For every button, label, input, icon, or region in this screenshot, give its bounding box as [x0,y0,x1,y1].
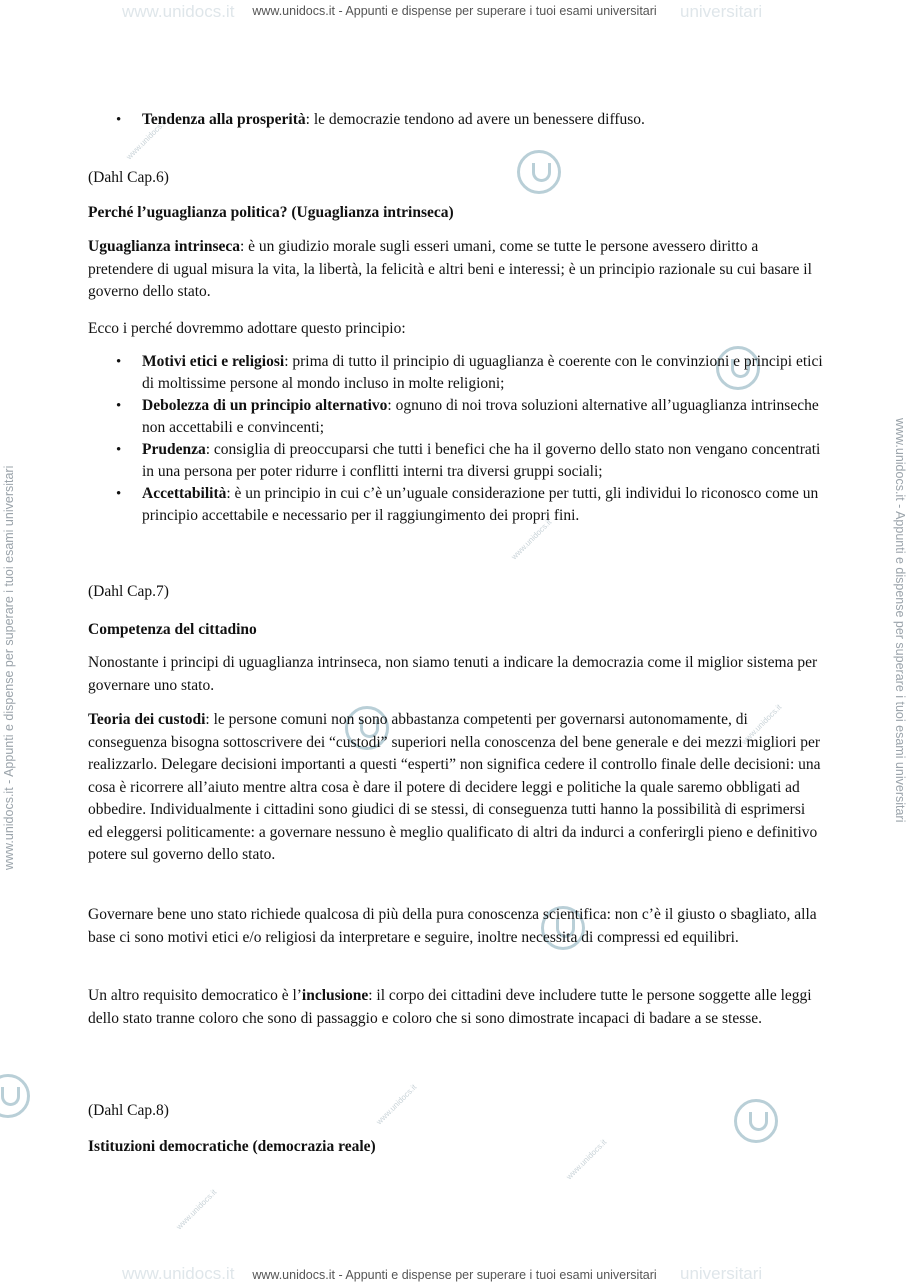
definition: : prima di tutto il principio di uguaglianza è coerente con le convinzioni e principi etici di moltissime persone al mondo incluso in molte religioni; [142,353,823,392]
definition: : le democrazie tendono ad avere un benessere diffuso. [305,111,645,128]
list-item [88,351,823,395]
paragraph: Ecco i perché dovremmo adottare questo principio: [88,320,406,337]
watermark-ghost-bottom-right: universitari [680,1264,763,1283]
term: Teoria dei custodi [88,711,206,728]
term: inclusione [301,987,369,1004]
definition: : le persone comuni non sono abbastanza competenti per governarsi autonomamente, di conseguenza bisogna sottoscrivere dei “custodi” superiori nella conoscenza del bene generale e dei mezzi migliori per realizzarlo. Delegare decisioni importanti a questi “esperti” non significa cedere il controllo finale delle decisioni: una cosa è ricorrere all’aiuto mentre altra cosa è dare il potere di decidere leggi e politiche la quale saremo obbligati ad obbedire. Individualmente i cittadini sono giudici di se stessi, di conseguenza tutti hanno la possibilità di esprimersi ed eleggersi politicamente: a governare nessuno è meglio qualificato di altri da indurci a conferirgli pieno e definitivo potere sul governo dello stato. [88,711,821,863]
side-watermark-right: www.unidocs.it - Appunti e dispense per superare i tuoi esami universitari [893,418,907,823]
section-heading [88,619,823,642]
term: Motivi etici e religiosi [142,353,285,370]
section-heading [88,1136,823,1159]
watermark-ghost-bottom-left: www.unidocs.it [122,1264,235,1283]
paragraph: Nonostante i principi di uguaglianza intrinseca, non siamo tenuti a indicare la democrazia come il miglior sistema per governare uno stato. [88,654,818,694]
term: Prudenza [142,441,206,458]
watermark-ghost-top-right: universitari [680,2,763,21]
list-item [88,109,823,132]
chapter-reference: (Dahl Cap.8) [88,1102,169,1119]
definition: : ognuno di noi trova soluzioni alternative all’uguaglianza intrinseche non accettabili e convincenti; [142,397,819,436]
list-item [88,439,823,483]
definition: : consiglia di preoccuparsi che tutti i benefici che ha il governo dello stato non vengano concentrati in una persona per poter ridurre i conflitti interni tra diversi gruppi sociali; [142,441,821,480]
watermark-small: www.unidocs.it [124,117,169,162]
watermark-small: www.unidocs.it [374,1082,419,1127]
page-footer-watermark: www.unidocs.it - Appunti e dispense per superare i tuoi esami universitari [252,1268,657,1282]
bullet-list-reasons [88,351,823,527]
section-heading [88,202,823,225]
unidocs-logo-icon [0,1074,30,1118]
watermark-small: www.unidocs.it [739,702,784,747]
side-watermark-left: www.unidocs.it - Appunti e dispense per superare i tuoi esami universitari [2,465,16,870]
term: Accettabilità [142,485,227,502]
section-heading-text: Perché l’uguaglianza politica? (Uguaglianza intrinseca) [88,204,454,221]
bullet-list-prosperity [88,109,823,132]
page-header-watermark: www.unidocs.it - Appunti e dispense per superare i tuoi esami universitari [252,4,657,18]
definition: : è un giudizio morale sugli esseri umani, come se tutte le persone avessero diritto a pretendere di ugual misura la vita, la libertà, la felicità e altri beni e interessi; è un principio razionale su cui basare il governo dello stato. [88,238,812,300]
watermark-small: www.unidocs.it [174,1187,219,1232]
term: Tendenza alla prosperità [142,111,306,128]
paragraph [88,709,823,867]
list-item [88,395,823,439]
definition: : il corpo dei cittadini deve includere tutte le persone soggette alle leggi dello stato tranne coloro che sono di passaggio e coloro che si sono dimostrate incapaci di badare a se stesse. [88,987,812,1027]
watermark-small: www.unidocs.it [564,1137,609,1182]
watermark-small: www.unidocs.it [509,517,554,562]
list-item [88,483,823,527]
term: Debolezza di un principio alternativo [142,397,388,414]
term: Uguaglianza intrinseca [88,238,240,255]
paragraph [88,985,823,1030]
chapter-reference: (Dahl Cap.7) [88,583,169,600]
paragraph: Governare bene uno stato richiede qualcosa di più della pura conoscenza scientifica: non c’è il giusto o sbagliato, alla base ci sono motivi etici e/o religiosi da interpretare e seguire, inoltre necessita di compressi ed equilibri. [88,906,817,946]
definition: : è un principio in cui c’è un’uguale considerazione per tutti, gli individui lo riconosco come un principio accettabile e necessario per il raggiungimento dei propri fini. [142,485,819,524]
watermark-ghost-top-left: www.unidocs.it [122,2,235,21]
chapter-reference: (Dahl Cap.6) [88,169,169,186]
section-heading-text: Istituzioni democratiche (democrazia reale) [88,1138,376,1155]
lead-text: Un altro requisito democratico è l’ [88,987,302,1004]
paragraph [88,236,823,304]
section-heading-text: Competenza del cittadino [88,621,257,638]
